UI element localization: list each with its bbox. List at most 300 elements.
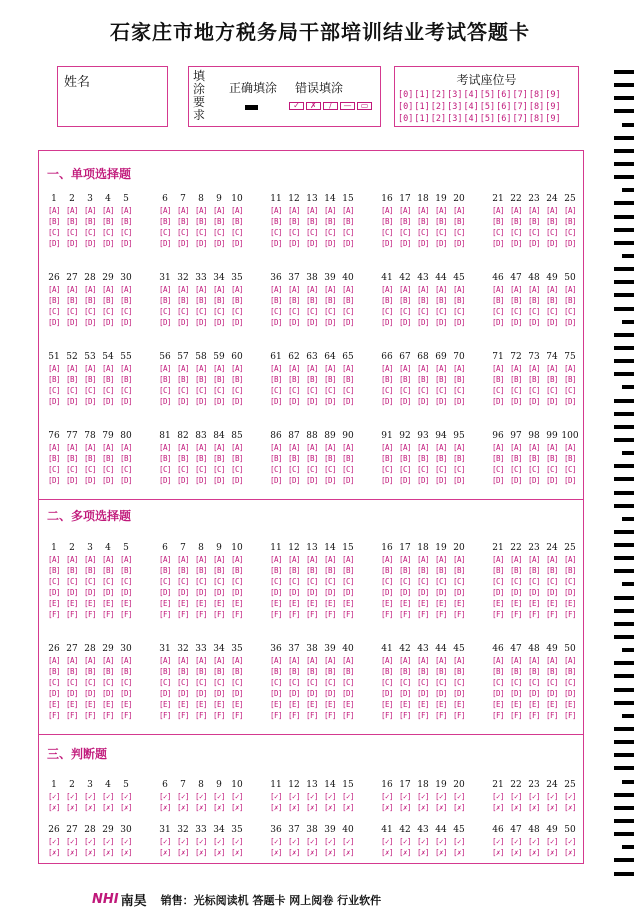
answer-bubble[interactable]: [F]	[176, 711, 190, 720]
answer-bubble[interactable]: [C]	[545, 307, 559, 316]
answer-bubble[interactable]: [C]	[380, 228, 394, 237]
answer-bubble[interactable]: [C]	[452, 465, 466, 474]
answer-bubble[interactable]: [E]	[434, 700, 448, 709]
answer-bubble[interactable]: [A]	[230, 443, 244, 452]
answer-bubble[interactable]: [A]	[416, 555, 430, 564]
answer-bubble[interactable]: [D]	[47, 318, 61, 327]
answer-bubble[interactable]: [E]	[119, 599, 133, 608]
answer-bubble[interactable]: [B]	[416, 375, 430, 384]
answer-bubble[interactable]: [A]	[101, 443, 115, 452]
answer-bubble[interactable]: [D]	[83, 588, 97, 597]
answer-bubble[interactable]: [C]	[323, 307, 337, 316]
answer-bubble[interactable]: [A]	[119, 443, 133, 452]
answer-bubble[interactable]: [D]	[158, 476, 172, 485]
answer-bubble[interactable]: [C]	[101, 228, 115, 237]
answer-bubble[interactable]: [E]	[158, 700, 172, 709]
answer-bubble[interactable]: [B]	[341, 375, 355, 384]
answer-bubble[interactable]: [F]	[305, 711, 319, 720]
answer-bubble[interactable]: [E]	[176, 599, 190, 608]
answer-bubble[interactable]: [A]	[509, 285, 523, 294]
answer-bubble[interactable]: [A]	[434, 656, 448, 665]
answer-bubble[interactable]: [B]	[434, 296, 448, 305]
answer-bubble[interactable]: [B]	[158, 566, 172, 575]
answer-bubble[interactable]: [✗]	[545, 848, 559, 857]
answer-bubble[interactable]: [C]	[416, 307, 430, 316]
answer-bubble[interactable]: [✓]	[47, 837, 61, 846]
answer-bubble[interactable]: [B]	[545, 667, 559, 676]
answer-bubble[interactable]: [C]	[323, 577, 337, 586]
answer-bubble[interactable]: [D]	[380, 588, 394, 597]
answer-bubble[interactable]: [E]	[287, 599, 301, 608]
answer-bubble[interactable]: [B]	[65, 566, 79, 575]
answer-bubble[interactable]: [D]	[269, 239, 283, 248]
answer-bubble[interactable]: [B]	[194, 667, 208, 676]
answer-bubble[interactable]: [A]	[305, 206, 319, 215]
answer-bubble[interactable]: [✓]	[491, 837, 505, 846]
answer-bubble[interactable]: [✗]	[101, 848, 115, 857]
answer-bubble[interactable]: [C]	[65, 678, 79, 687]
answer-bubble[interactable]: [A]	[101, 656, 115, 665]
seat-digit-bubble[interactable]: [8]	[528, 90, 545, 100]
answer-bubble[interactable]: [F]	[269, 610, 283, 619]
answer-bubble[interactable]: [C]	[158, 228, 172, 237]
answer-bubble[interactable]: [C]	[545, 228, 559, 237]
answer-bubble[interactable]: [A]	[287, 206, 301, 215]
answer-bubble[interactable]: [D]	[416, 239, 430, 248]
answer-bubble[interactable]: [B]	[287, 566, 301, 575]
answer-bubble[interactable]: [D]	[287, 397, 301, 406]
answer-bubble[interactable]: [A]	[176, 206, 190, 215]
answer-bubble[interactable]: [E]	[452, 599, 466, 608]
answer-bubble[interactable]: [D]	[341, 689, 355, 698]
answer-bubble[interactable]: [C]	[416, 228, 430, 237]
answer-bubble[interactable]: [✗]	[380, 803, 394, 812]
answer-bubble[interactable]: [A]	[452, 206, 466, 215]
answer-bubble[interactable]: [C]	[230, 678, 244, 687]
answer-bubble[interactable]: [C]	[416, 386, 430, 395]
answer-bubble[interactable]: [C]	[269, 307, 283, 316]
answer-bubble[interactable]: [C]	[101, 386, 115, 395]
answer-bubble[interactable]: [B]	[158, 296, 172, 305]
answer-bubble[interactable]: [A]	[230, 206, 244, 215]
answer-bubble[interactable]: [C]	[176, 386, 190, 395]
answer-bubble[interactable]: [C]	[434, 465, 448, 474]
answer-bubble[interactable]: [D]	[158, 689, 172, 698]
answer-bubble[interactable]: [D]	[65, 588, 79, 597]
answer-bubble[interactable]: [A]	[83, 656, 97, 665]
answer-bubble[interactable]: [B]	[212, 566, 226, 575]
answer-bubble[interactable]: [B]	[527, 454, 541, 463]
answer-bubble[interactable]: [B]	[287, 454, 301, 463]
answer-bubble[interactable]: [D]	[380, 476, 394, 485]
seat-digit-bubble[interactable]: [3]	[447, 114, 463, 124]
answer-bubble[interactable]: [A]	[452, 364, 466, 373]
answer-bubble[interactable]: [E]	[269, 700, 283, 709]
answer-bubble[interactable]: [A]	[212, 443, 226, 452]
answer-bubble[interactable]: [D]	[305, 397, 319, 406]
answer-bubble[interactable]: [B]	[269, 296, 283, 305]
answer-bubble[interactable]: [E]	[158, 599, 172, 608]
answer-bubble[interactable]: [B]	[176, 454, 190, 463]
seat-digit-bubble[interactable]: [2]	[430, 114, 447, 124]
answer-bubble[interactable]: [D]	[47, 476, 61, 485]
answer-bubble[interactable]: [✓]	[230, 837, 244, 846]
answer-bubble[interactable]: [A]	[434, 443, 448, 452]
answer-bubble[interactable]: [E]	[509, 599, 523, 608]
answer-bubble[interactable]: [C]	[269, 678, 283, 687]
answer-bubble[interactable]: [✓]	[194, 837, 208, 846]
answer-bubble[interactable]: [A]	[176, 656, 190, 665]
answer-bubble[interactable]: [C]	[212, 307, 226, 316]
answer-bubble[interactable]: [C]	[287, 678, 301, 687]
seat-digit-bubble[interactable]: [0]	[398, 102, 414, 112]
answer-bubble[interactable]: [A]	[176, 285, 190, 294]
answer-bubble[interactable]: [D]	[194, 588, 208, 597]
answer-bubble[interactable]: [✓]	[101, 837, 115, 846]
answer-bubble[interactable]: [✓]	[287, 792, 301, 801]
answer-bubble[interactable]: [B]	[380, 667, 394, 676]
answer-bubble[interactable]: [F]	[398, 711, 412, 720]
answer-bubble[interactable]: [B]	[194, 375, 208, 384]
answer-bubble[interactable]: [E]	[305, 599, 319, 608]
answer-bubble[interactable]: [A]	[509, 206, 523, 215]
answer-bubble[interactable]: [D]	[230, 397, 244, 406]
answer-bubble[interactable]: [D]	[212, 239, 226, 248]
answer-bubble[interactable]: [A]	[158, 285, 172, 294]
answer-bubble[interactable]: [D]	[323, 689, 337, 698]
answer-bubble[interactable]: [A]	[341, 555, 355, 564]
answer-bubble[interactable]: [✓]	[452, 792, 466, 801]
answer-bubble[interactable]: [✓]	[65, 792, 79, 801]
answer-bubble[interactable]: [D]	[491, 239, 505, 248]
answer-bubble[interactable]: [C]	[341, 228, 355, 237]
answer-bubble[interactable]: [✗]	[323, 803, 337, 812]
answer-bubble[interactable]: [E]	[491, 700, 505, 709]
answer-bubble[interactable]: [D]	[119, 318, 133, 327]
answer-bubble[interactable]: [B]	[434, 566, 448, 575]
answer-bubble[interactable]: [C]	[434, 577, 448, 586]
answer-bubble[interactable]: [D]	[434, 476, 448, 485]
answer-bubble[interactable]: [A]	[380, 285, 394, 294]
answer-bubble[interactable]: [A]	[452, 555, 466, 564]
answer-bubble[interactable]: [F]	[47, 711, 61, 720]
answer-bubble[interactable]: [B]	[509, 296, 523, 305]
answer-bubble[interactable]: [F]	[527, 610, 541, 619]
answer-bubble[interactable]: [A]	[176, 443, 190, 452]
answer-bubble[interactable]: [A]	[545, 555, 559, 564]
answer-bubble[interactable]: [✗]	[119, 803, 133, 812]
answer-bubble[interactable]: [A]	[65, 285, 79, 294]
answer-bubble[interactable]: [D]	[212, 689, 226, 698]
answer-bubble[interactable]: [D]	[287, 476, 301, 485]
answer-bubble[interactable]: [C]	[527, 386, 541, 395]
answer-bubble[interactable]: [C]	[398, 386, 412, 395]
answer-bubble[interactable]: [✓]	[119, 837, 133, 846]
answer-bubble[interactable]: [C]	[176, 465, 190, 474]
answer-bubble[interactable]: [A]	[101, 206, 115, 215]
answer-bubble[interactable]: [C]	[269, 386, 283, 395]
answer-bubble[interactable]: [D]	[287, 689, 301, 698]
answer-bubble[interactable]: [D]	[452, 239, 466, 248]
answer-bubble[interactable]: [A]	[194, 285, 208, 294]
answer-bubble[interactable]: [✓]	[509, 792, 523, 801]
answer-bubble[interactable]: [A]	[527, 364, 541, 373]
seat-digit-bubble[interactable]: [1]	[414, 102, 430, 112]
answer-bubble[interactable]: [D]	[47, 689, 61, 698]
answer-bubble[interactable]: [B]	[65, 217, 79, 226]
answer-bubble[interactable]: [D]	[563, 476, 577, 485]
answer-bubble[interactable]: [C]	[47, 577, 61, 586]
answer-bubble[interactable]: [A]	[323, 364, 337, 373]
answer-bubble[interactable]: [A]	[65, 555, 79, 564]
answer-bubble[interactable]: [✗]	[83, 803, 97, 812]
answer-bubble[interactable]: [B]	[491, 454, 505, 463]
answer-bubble[interactable]: [✗]	[434, 803, 448, 812]
answer-bubble[interactable]: [✗]	[305, 848, 319, 857]
answer-bubble[interactable]: [E]	[194, 599, 208, 608]
answer-bubble[interactable]: [C]	[341, 678, 355, 687]
answer-bubble[interactable]: [A]	[212, 285, 226, 294]
answer-bubble[interactable]: [D]	[491, 318, 505, 327]
answer-bubble[interactable]: [✓]	[47, 792, 61, 801]
answer-bubble[interactable]: [C]	[269, 228, 283, 237]
answer-bubble[interactable]: [E]	[230, 700, 244, 709]
answer-bubble[interactable]: [✗]	[83, 848, 97, 857]
answer-bubble[interactable]: [C]	[287, 465, 301, 474]
answer-bubble[interactable]: [✓]	[398, 837, 412, 846]
answer-bubble[interactable]: [D]	[563, 689, 577, 698]
answer-bubble[interactable]: [B]	[527, 375, 541, 384]
answer-bubble[interactable]: [B]	[212, 217, 226, 226]
seat-digit-bubble[interactable]: [6]	[496, 90, 512, 100]
answer-bubble[interactable]: [F]	[47, 610, 61, 619]
answer-bubble[interactable]: [B]	[212, 454, 226, 463]
answer-bubble[interactable]: [B]	[527, 667, 541, 676]
answer-bubble[interactable]: [C]	[158, 307, 172, 316]
answer-bubble[interactable]: [D]	[563, 397, 577, 406]
answer-bubble[interactable]: [B]	[119, 296, 133, 305]
answer-bubble[interactable]: [A]	[416, 443, 430, 452]
answer-bubble[interactable]: [A]	[491, 555, 505, 564]
answer-bubble[interactable]: [D]	[176, 318, 190, 327]
answer-bubble[interactable]: [C]	[101, 307, 115, 316]
answer-bubble[interactable]: [E]	[269, 599, 283, 608]
answer-bubble[interactable]: [✓]	[176, 792, 190, 801]
answer-bubble[interactable]: [D]	[176, 239, 190, 248]
answer-bubble[interactable]: [B]	[341, 566, 355, 575]
answer-bubble[interactable]: [D]	[323, 397, 337, 406]
answer-bubble[interactable]: [D]	[323, 588, 337, 597]
answer-bubble[interactable]: [B]	[545, 454, 559, 463]
answer-bubble[interactable]: [A]	[434, 206, 448, 215]
answer-bubble[interactable]: [A]	[341, 656, 355, 665]
answer-bubble[interactable]: [A]	[269, 285, 283, 294]
answer-bubble[interactable]: [A]	[380, 656, 394, 665]
answer-bubble[interactable]: [A]	[491, 656, 505, 665]
answer-bubble[interactable]: [A]	[545, 364, 559, 373]
answer-bubble[interactable]: [F]	[212, 711, 226, 720]
answer-bubble[interactable]: [B]	[194, 566, 208, 575]
answer-bubble[interactable]: [A]	[287, 364, 301, 373]
answer-bubble[interactable]: [C]	[101, 577, 115, 586]
answer-bubble[interactable]: [B]	[323, 296, 337, 305]
answer-bubble[interactable]: [B]	[269, 375, 283, 384]
answer-bubble[interactable]: [✓]	[158, 837, 172, 846]
answer-bubble[interactable]: [C]	[305, 577, 319, 586]
answer-bubble[interactable]: [E]	[527, 700, 541, 709]
answer-bubble[interactable]: [✗]	[452, 848, 466, 857]
answer-bubble[interactable]: [C]	[83, 577, 97, 586]
answer-bubble[interactable]: [✗]	[563, 803, 577, 812]
answer-bubble[interactable]: [A]	[509, 443, 523, 452]
answer-bubble[interactable]: [A]	[527, 555, 541, 564]
answer-bubble[interactable]: [B]	[545, 566, 559, 575]
answer-bubble[interactable]: [F]	[341, 610, 355, 619]
answer-bubble[interactable]: [D]	[269, 318, 283, 327]
answer-bubble[interactable]: [C]	[323, 386, 337, 395]
answer-bubble[interactable]: [✗]	[509, 848, 523, 857]
answer-bubble[interactable]: [C]	[119, 678, 133, 687]
answer-bubble[interactable]: [A]	[158, 364, 172, 373]
answer-bubble[interactable]: [E]	[434, 599, 448, 608]
answer-bubble[interactable]: [B]	[563, 566, 577, 575]
answer-bubble[interactable]: [A]	[398, 364, 412, 373]
answer-bubble[interactable]: [B]	[323, 566, 337, 575]
answer-bubble[interactable]: [B]	[434, 667, 448, 676]
answer-bubble[interactable]: [C]	[527, 228, 541, 237]
answer-bubble[interactable]: [A]	[527, 206, 541, 215]
answer-bubble[interactable]: [C]	[563, 228, 577, 237]
answer-bubble[interactable]: [A]	[398, 206, 412, 215]
answer-bubble[interactable]: [A]	[119, 555, 133, 564]
answer-bubble[interactable]: [F]	[212, 610, 226, 619]
answer-bubble[interactable]: [A]	[341, 364, 355, 373]
answer-bubble[interactable]: [D]	[65, 397, 79, 406]
answer-bubble[interactable]: [A]	[230, 555, 244, 564]
answer-bubble[interactable]: [D]	[194, 239, 208, 248]
answer-bubble[interactable]: [E]	[101, 599, 115, 608]
answer-bubble[interactable]: [D]	[416, 397, 430, 406]
seat-digit-bubble[interactable]: [8]	[528, 102, 545, 112]
answer-bubble[interactable]: [E]	[65, 700, 79, 709]
answer-bubble[interactable]: [✓]	[119, 792, 133, 801]
answer-bubble[interactable]: [D]	[269, 397, 283, 406]
answer-bubble[interactable]: [D]	[491, 397, 505, 406]
seat-digit-bubble[interactable]: [1]	[414, 90, 430, 100]
answer-bubble[interactable]: [F]	[527, 711, 541, 720]
answer-bubble[interactable]: [B]	[545, 296, 559, 305]
answer-bubble[interactable]: [B]	[194, 454, 208, 463]
seat-digit-bubble[interactable]: [0]	[398, 90, 414, 100]
answer-bubble[interactable]: [B]	[158, 375, 172, 384]
answer-bubble[interactable]: [✗]	[101, 803, 115, 812]
answer-bubble[interactable]: [D]	[341, 588, 355, 597]
seat-digit-bubble[interactable]: [4]	[463, 102, 479, 112]
answer-bubble[interactable]: [B]	[101, 375, 115, 384]
answer-bubble[interactable]: [E]	[47, 599, 61, 608]
answer-bubble[interactable]: [C]	[398, 577, 412, 586]
answer-bubble[interactable]: [C]	[545, 465, 559, 474]
answer-bubble[interactable]: [C]	[341, 386, 355, 395]
answer-bubble[interactable]: [D]	[341, 397, 355, 406]
answer-bubble[interactable]: [D]	[380, 689, 394, 698]
answer-bubble[interactable]: [C]	[452, 386, 466, 395]
answer-bubble[interactable]: [D]	[323, 239, 337, 248]
answer-bubble[interactable]: [✓]	[341, 837, 355, 846]
answer-bubble[interactable]: [D]	[230, 239, 244, 248]
answer-bubble[interactable]: [E]	[323, 599, 337, 608]
answer-bubble[interactable]: [F]	[452, 711, 466, 720]
answer-bubble[interactable]: [✗]	[65, 803, 79, 812]
answer-bubble[interactable]: [A]	[563, 555, 577, 564]
answer-bubble[interactable]: [D]	[416, 588, 430, 597]
answer-bubble[interactable]: [C]	[509, 386, 523, 395]
answer-bubble[interactable]: [B]	[398, 296, 412, 305]
answer-bubble[interactable]: [A]	[305, 364, 319, 373]
answer-bubble[interactable]: [F]	[119, 610, 133, 619]
answer-bubble[interactable]: [C]	[230, 386, 244, 395]
answer-bubble[interactable]: [A]	[398, 555, 412, 564]
answer-bubble[interactable]: [A]	[269, 555, 283, 564]
answer-bubble[interactable]: [C]	[230, 465, 244, 474]
answer-bubble[interactable]: [C]	[509, 228, 523, 237]
answer-bubble[interactable]: [B]	[509, 454, 523, 463]
answer-bubble[interactable]: [✗]	[563, 848, 577, 857]
answer-bubble[interactable]: [D]	[119, 397, 133, 406]
answer-bubble[interactable]: [A]	[491, 443, 505, 452]
answer-bubble[interactable]: [C]	[176, 307, 190, 316]
answer-bubble[interactable]: [C]	[527, 465, 541, 474]
seat-digit-bubble[interactable]: [3]	[447, 90, 463, 100]
answer-bubble[interactable]: [D]	[47, 239, 61, 248]
answer-bubble[interactable]: [C]	[416, 465, 430, 474]
answer-bubble[interactable]: [C]	[230, 228, 244, 237]
seat-digit-bubble[interactable]: [7]	[512, 90, 528, 100]
answer-bubble[interactable]: [A]	[83, 555, 97, 564]
answer-bubble[interactable]: [C]	[194, 678, 208, 687]
answer-bubble[interactable]: [B]	[323, 454, 337, 463]
answer-bubble[interactable]: [D]	[212, 588, 226, 597]
answer-bubble[interactable]: [D]	[101, 689, 115, 698]
answer-bubble[interactable]: [F]	[194, 711, 208, 720]
answer-bubble[interactable]: [F]	[380, 711, 394, 720]
answer-bubble[interactable]: [C]	[509, 465, 523, 474]
answer-bubble[interactable]: [B]	[47, 454, 61, 463]
answer-bubble[interactable]: [D]	[509, 689, 523, 698]
answer-bubble[interactable]: [C]	[65, 465, 79, 474]
answer-bubble[interactable]: [B]	[65, 667, 79, 676]
answer-bubble[interactable]: [B]	[176, 667, 190, 676]
answer-bubble[interactable]: [D]	[380, 318, 394, 327]
answer-bubble[interactable]: [B]	[380, 375, 394, 384]
answer-bubble[interactable]: [✗]	[545, 803, 559, 812]
answer-bubble[interactable]: [C]	[83, 228, 97, 237]
answer-bubble[interactable]: [A]	[323, 285, 337, 294]
answer-bubble[interactable]: [B]	[563, 375, 577, 384]
answer-bubble[interactable]: [A]	[47, 206, 61, 215]
answer-bubble[interactable]: [E]	[545, 700, 559, 709]
answer-bubble[interactable]: [D]	[452, 476, 466, 485]
answer-bubble[interactable]: [B]	[398, 566, 412, 575]
answer-bubble[interactable]: [A]	[509, 555, 523, 564]
answer-bubble[interactable]: [C]	[416, 678, 430, 687]
answer-bubble[interactable]: [C]	[212, 577, 226, 586]
answer-bubble[interactable]: [A]	[230, 285, 244, 294]
answer-bubble[interactable]: [C]	[341, 465, 355, 474]
answer-bubble[interactable]: [B]	[509, 566, 523, 575]
answer-bubble[interactable]: [A]	[416, 285, 430, 294]
answer-bubble[interactable]: [D]	[527, 239, 541, 248]
